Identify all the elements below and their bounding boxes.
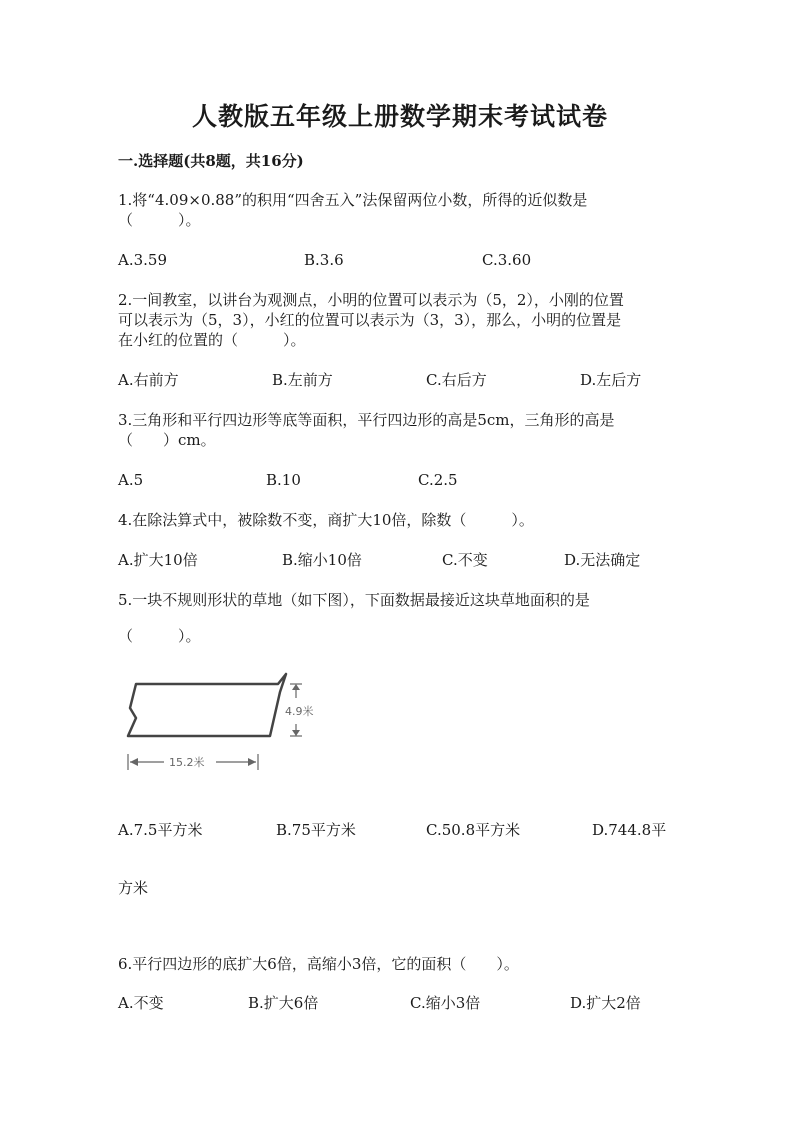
question-1-option-a: A.3.59 bbox=[118, 251, 167, 269]
question-3-line-1: 3.三角形和平行四边形等底等面积，平行四边形的高是5cm，三角形的高是 bbox=[118, 411, 615, 429]
question-2-line-1: 2.一间教室，以讲台为观测点，小明的位置可以表示为（5，2），小刚的位置 bbox=[118, 291, 624, 309]
question-5-option-a: A.7.5平方米 bbox=[118, 821, 203, 839]
question-4-line-1: 4.在除法算式中，被除数不变，商扩大10倍，除数（ ）。 bbox=[118, 511, 534, 529]
question-6-option-a: A.不变 bbox=[118, 994, 164, 1012]
question-4-option-a: A.扩大10倍 bbox=[118, 551, 198, 569]
question-5-option-d-wrap: 方米 bbox=[118, 879, 149, 897]
question-4-option-d: D.无法确定 bbox=[564, 551, 641, 569]
question-6-option-c: C.缩小3倍 bbox=[410, 994, 481, 1012]
question-2-option-b: B.左前方 bbox=[272, 371, 333, 389]
question-5-option-d: D.744.8平 bbox=[592, 821, 667, 839]
grass-outline bbox=[128, 674, 286, 736]
question-1-line-1: 1.将“4.09×0.88”的积用“四舍五入”法保留两位小数，所得的近似数是 bbox=[118, 191, 588, 209]
question-2-option-a: A.右前方 bbox=[118, 371, 179, 389]
question-3-option-a: A.5 bbox=[118, 471, 144, 489]
question-3-option-c: C.2.5 bbox=[418, 471, 458, 489]
base-label: 15.2米 bbox=[169, 756, 205, 769]
question-3-option-b: B.10 bbox=[266, 471, 301, 489]
question-5-line-1: 5.一块不规则形状的草地（如下图），下面数据最接近这块草地面积的是 bbox=[118, 591, 590, 609]
question-2-option-c: C.右后方 bbox=[426, 371, 487, 389]
question-6-option-d: D.扩大2倍 bbox=[570, 994, 641, 1012]
question-6-line-1: 6.平行四边形的底扩大6倍，高缩小3倍，它的面积（ ）。 bbox=[118, 955, 519, 973]
question-5-line-2: （ ）。 bbox=[118, 627, 201, 645]
question-2-line-2: 可以表示为（5，3），小红的位置可以表示为（3，3），那么，小明的位置是 bbox=[118, 311, 622, 329]
question-1-option-c: C.3.60 bbox=[482, 251, 532, 269]
question-1-line-2: （ ）。 bbox=[118, 211, 201, 229]
question-4-option-b: B.缩小10倍 bbox=[282, 551, 362, 569]
section-heading: 一.选择题(共8题，共16分) bbox=[118, 152, 304, 170]
question-2-line-3: 在小红的位置的（ ）。 bbox=[118, 331, 306, 349]
question-6-option-b: B.扩大6倍 bbox=[248, 994, 319, 1012]
question-5-option-c: C.50.8平方米 bbox=[426, 821, 521, 839]
page-title: 人教版五年级上册数学期末考试试卷 bbox=[191, 102, 608, 131]
question-1-option-b: B.3.6 bbox=[304, 251, 344, 269]
grass-shape-figure bbox=[118, 672, 348, 780]
question-5-option-b: B.75平方米 bbox=[276, 821, 356, 839]
question-3-line-2: （ ）cm。 bbox=[118, 431, 216, 449]
question-2-option-d: D.左后方 bbox=[580, 371, 642, 389]
question-4-option-c: C.不变 bbox=[442, 551, 488, 569]
height-label: 4.9米 bbox=[285, 705, 314, 718]
